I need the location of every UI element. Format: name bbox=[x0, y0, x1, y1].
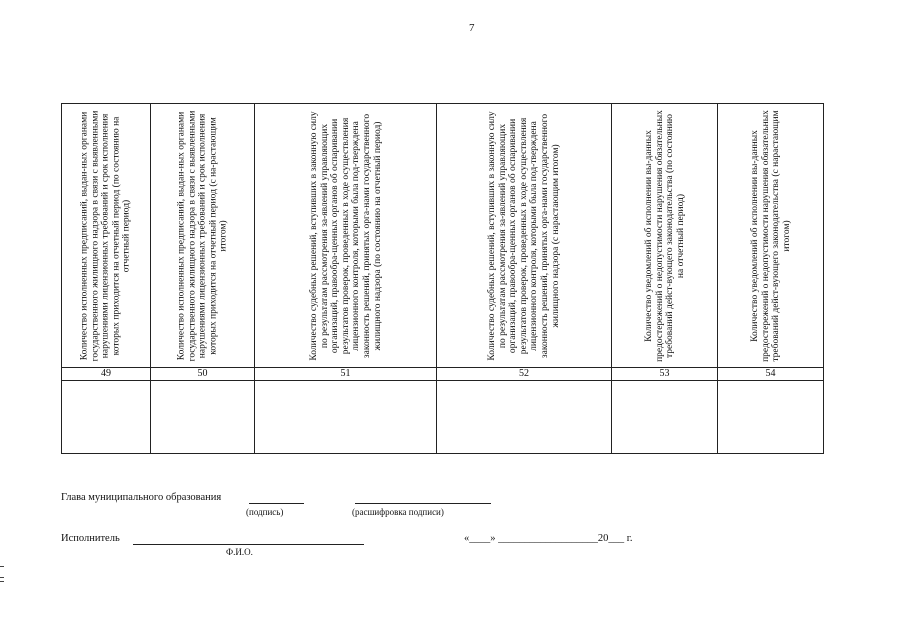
executor-line[interactable] bbox=[133, 544, 364, 545]
column-number: 54 bbox=[718, 368, 824, 381]
data-cell[interactable] bbox=[612, 381, 718, 454]
edge-mark bbox=[0, 581, 4, 582]
report-table bbox=[61, 103, 824, 454]
column-number: 53 bbox=[612, 368, 718, 381]
header-text-50: Количество исполненных предписаний, выдан-ных органами государственного жилищного надзора в связи с выявленными нарушениями лицензионных требований и срок исполнения которых приходится на отчетный период (с на-растающим итогом) bbox=[176, 110, 229, 361]
data-cell[interactable] bbox=[437, 381, 612, 454]
header-cell bbox=[718, 104, 824, 368]
data-row bbox=[62, 381, 824, 454]
column-number: 52 bbox=[437, 368, 612, 381]
header-cell bbox=[151, 104, 255, 368]
fio-caption: Ф.И.О. bbox=[226, 547, 253, 557]
header-cell bbox=[62, 104, 151, 368]
header-text-52: Количество судебных решений, вступивших в законную силу по результатам рассмотрения за-явлений управляющих организаций, правообра-щенных органов об оспаривании результатов проверок, проведенных в ходе осуществления лицензионного контроля, которыми была под-тверждена законность решений, принятых орга-нами государственного жилищного надзора (с нарастающим итогом) bbox=[486, 110, 561, 361]
edge-mark bbox=[0, 566, 4, 567]
header-text-51: Количество судебных решений, вступивших в законную силу по результатам рассмотрения за-явлений управляющих организаций, правообра-щенных органов об оспаривании результатов проверок, проведенных в ходе осуществления лицензионного контроля, которыми была под-тверждена законность решений, принятых орга-нами государственного жилищного надзора (по состоянию на отчетный период) bbox=[308, 110, 382, 361]
data-cell[interactable] bbox=[151, 381, 255, 454]
column-number-row bbox=[62, 368, 824, 381]
header-cell bbox=[437, 104, 612, 368]
header-cell bbox=[612, 104, 718, 368]
header-row bbox=[62, 104, 824, 368]
header-cell bbox=[255, 104, 437, 368]
data-cell[interactable] bbox=[62, 381, 151, 454]
date-field[interactable]: «____» ___________________20___ г. bbox=[464, 533, 633, 544]
data-cell[interactable] bbox=[255, 381, 437, 454]
column-number: 50 bbox=[151, 368, 255, 381]
executor-label: Исполнитель bbox=[61, 533, 120, 544]
column-number: 51 bbox=[255, 368, 437, 381]
decryption-line[interactable] bbox=[355, 503, 491, 504]
data-cell[interactable] bbox=[718, 381, 824, 454]
signature-line[interactable] bbox=[249, 503, 304, 504]
decryption-caption: (расшифровка подписи) bbox=[352, 507, 444, 517]
signature-caption: (подпись) bbox=[246, 507, 284, 517]
head-label: Глава муниципального образования bbox=[61, 492, 222, 503]
header-text-53: Количество уведомлений об исполнении вы-данных предостережений о недопустимости нарушения обязательных требований дейст-вующего законодательства (по состоянию на отчетный период) bbox=[643, 109, 686, 362]
column-number: 49 bbox=[62, 368, 151, 381]
header-text-49: Количество исполненных предписаний, выдан-ных органами государственного жилищного надзора в связи с выявленными нарушениями лицензионных требований и срок исполнения которых приходится на отчетный период (по состоянию на отчетный период) bbox=[79, 110, 132, 361]
page-number: 7 bbox=[469, 22, 475, 34]
edge-mark bbox=[0, 577, 4, 578]
header-text-54: Количество уведомлений об исполнении вы-данных предостережений о недопустимости нарушения обязательных требований дейст-вующего законодательства (с нарастающим итогом) bbox=[749, 109, 792, 362]
